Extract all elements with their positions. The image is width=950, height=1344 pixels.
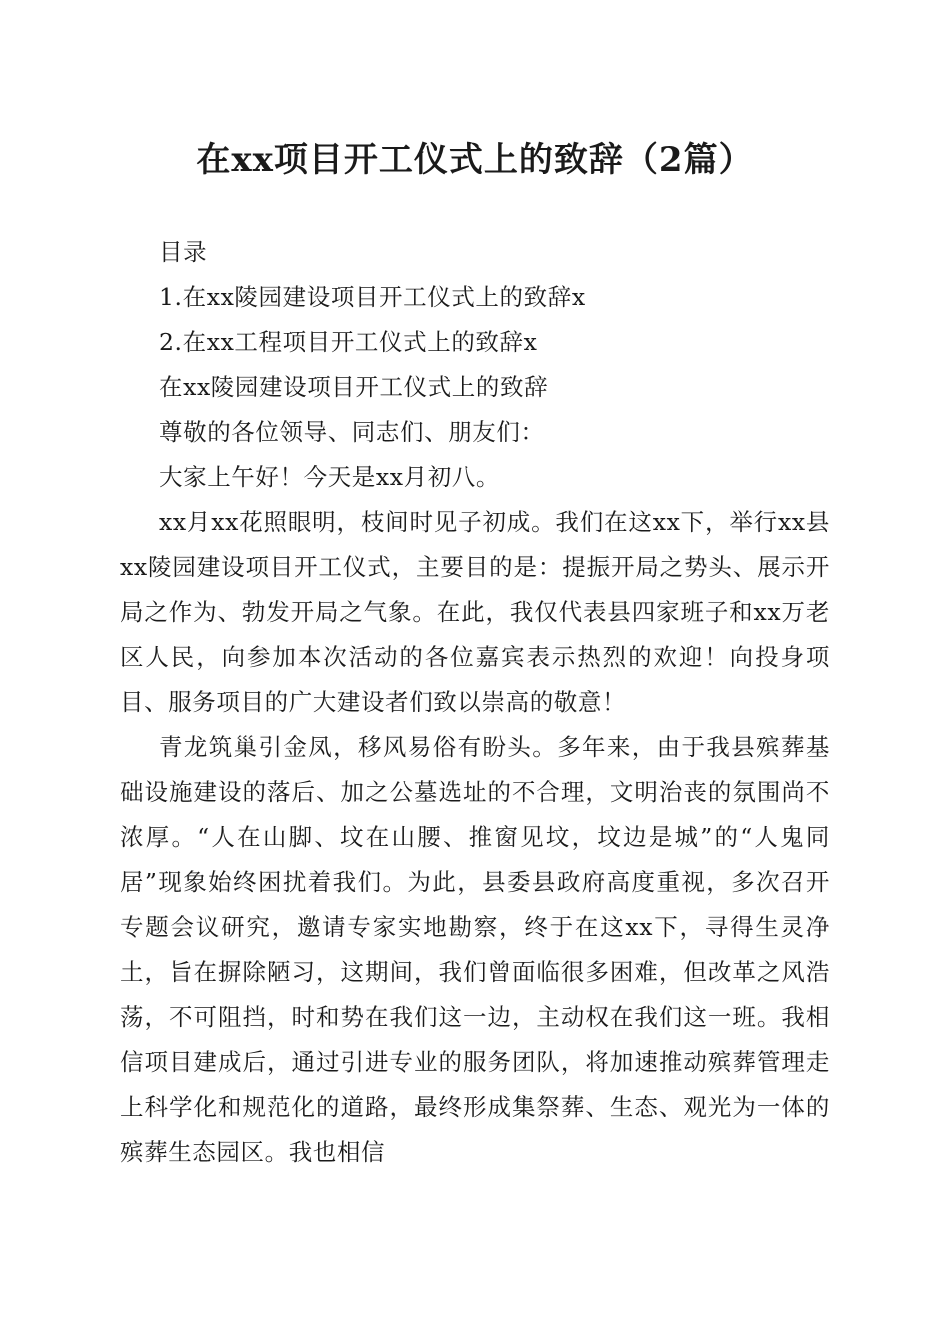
document-title: 在xx项目开工仪式上的致辞（2篇） [196, 140, 754, 180]
paragraph: xx月xx花照眼明，枝间时见子初成。我们在这xx下，举行xx县xx陵园建设项目开工仪式，主要目的是：提振开局之势头、展示开局之作为、勃发开局之气象。在此，我仅代表县四家班子和xx万老区人民，向参加本次活动的各位嘉宾表示热烈的欢迎！向投身项目、服务项目的广大建设者们致以崇高的敬意！ [120, 508, 830, 716]
toc-heading: 目录 [159, 238, 208, 266]
document-body [120, 230, 830, 1175]
greeting: 大家上午好！今天是xx月初八。 [159, 463, 501, 491]
toc-item: 2.在xx工程项目开工仪式上的致辞x [159, 328, 538, 356]
salutation: 尊敬的各位领导、同志们、朋友们： [159, 418, 545, 446]
toc-item: 1.在xx陵园建设项目开工仪式上的致辞x [159, 283, 586, 311]
section-title: 在xx陵园建设项目开工仪式上的致辞 [159, 373, 549, 401]
paragraph: 青龙筑巢引金凤，移风易俗有盼头。多年来，由于我县殡葬基础设施建设的落后、加之公墓选址的不合理，文明治丧的氛围尚不浓厚。“人在山脚、坟在山腰、推窗见坟，坟边是城”的“人鬼同居”现象始终困扰着我们。为此，县委县政府高度重视，多次召开专题会议研究，邀请专家实地勘察，终于在这xx下，寻得生灵净土，旨在摒除陋习，这期间，我们曾面临很多困难，但改革之风浩荡，不可阻挡，时和势在我们这一边，主动权在我们这一班。我相信项目建成后，通过引进专业的服务团队，将加速推动殡葬管理走上科学化和规范化的道路，最终形成集祭葬、生态、观光为一体的殡葬生态园区。我也相信 [120, 733, 830, 1166]
